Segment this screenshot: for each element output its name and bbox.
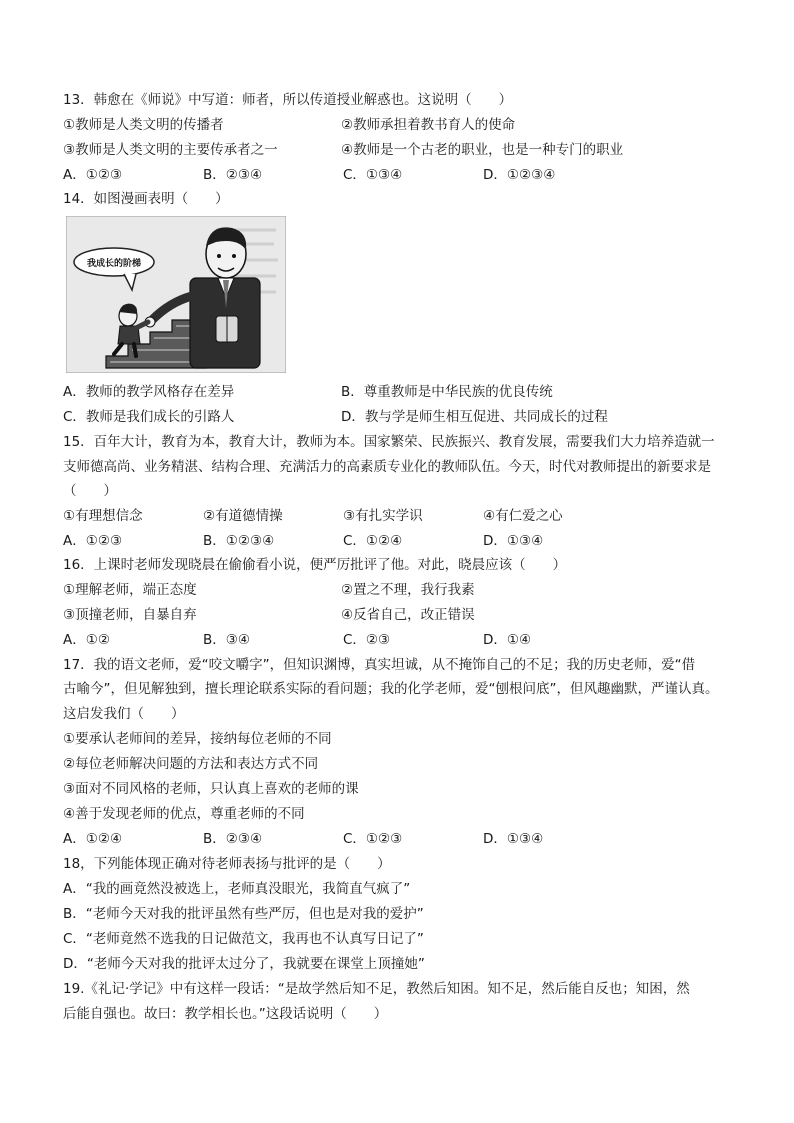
q16-item-2: ②置之不理，我行我素 — [341, 582, 475, 598]
q13-item-1: ①教师是人类文明的传播者 — [63, 117, 224, 133]
q16-stem: 16．上课时老师发现晓晨在偷偷看小说，便严厉批评了他。对此，晓晨应该（ ） — [63, 557, 567, 573]
q17-item-2: ②每位老师解决问题的方法和表达方式不同 — [63, 756, 319, 772]
q17-option-c: C．①②③ — [343, 831, 403, 847]
q13-option-b: B．②③④ — [203, 167, 263, 183]
q19-stem-line-2: 后能自强也。故曰：教学相长也。”这段话说明（ ） — [63, 1006, 388, 1022]
q15-stem-line-3: （ ） — [63, 483, 117, 499]
q15-item-3: ③有扎实学识 — [343, 508, 423, 524]
q13-item-3: ③教师是人类文明的主要传承者之一 — [63, 142, 278, 158]
q13-option-a: A．①②③ — [63, 167, 123, 183]
q17-stem-line-2: 古喻今”，但见解独到，擅长理论联系实际的看问题；我的化学老师，爱“刨根问底”，但风趣幽默，严谨认真。 — [63, 681, 719, 697]
q16-option-d: D．①④ — [483, 632, 532, 648]
q17-stem-line-1: 17．我的语文老师，爱“咬文嚼字”，但知识渊博，真实坦诚，从不掩饰自己的不足；我的历史老师，爱“借 — [63, 657, 696, 673]
q14-option-d: D．教与学是师生相互促进、共同成长的过程 — [341, 409, 608, 425]
q17-item-1: ①要承认老师间的差异，接纳每位老师的不同 — [63, 731, 332, 747]
q16-option-c: C．②③ — [343, 632, 391, 648]
q15-option-a: A．①②③ — [63, 533, 123, 549]
q14-option-c: C．教师是我们成长的引路人 — [63, 409, 235, 425]
q14-stem: 14．如图漫画表明（ ） — [63, 191, 229, 207]
q15-item-2: ②有道德情操 — [203, 508, 283, 524]
q17-option-b: B．②③④ — [203, 831, 263, 847]
q15-stem-line-2: 支师德高尚、业务精湛、结构合理、充满活力的高素质专业化的教师队伍。今天，时代对教师提出的新要求是 — [63, 459, 711, 475]
q17-item-4: ④善于发现老师的优点，尊重老师的不同 — [63, 806, 305, 822]
q16-item-4: ④反省自己，改正错误 — [341, 607, 475, 623]
q13-item-4: ④教师是一个古老的职业，也是一种专门的职业 — [341, 142, 624, 158]
q13-option-d: D．①②③④ — [483, 167, 556, 183]
q17-stem-line-3: 这启发我们（ ） — [63, 706, 185, 722]
q16-option-b: B．③④ — [203, 632, 250, 648]
q14-option-a: A．教师的教学风格存在差异 — [63, 384, 235, 400]
q15-option-c: C．①②④ — [343, 533, 403, 549]
q13-option-c: C．①③④ — [343, 167, 403, 183]
q15-stem-line-1: 15．百年大计，教育为本，教育大计，教师为本。国家繁荣、民族振兴、教育发展，需要我们大力培养造就一 — [63, 434, 715, 450]
q18-option-b: B．“老师今天对我的批评虽然有些严厉，但也是对我的爱护” — [63, 906, 424, 922]
speech-bubble-text: 我成长的阶梯 — [86, 259, 142, 269]
q18-option-d: D．“老师今天对我的批评太过分了，我就要在课堂上顶撞她” — [63, 956, 425, 972]
q16-item-1: ①理解老师，端正态度 — [63, 582, 197, 598]
q18-stem: 18，下列能体现正确对待老师表扬与批评的是（ ） — [63, 856, 391, 872]
teacher-ladder-cartoon — [66, 216, 286, 373]
q15-item-4: ④有仁爱之心 — [483, 508, 563, 524]
q16-option-a: A．①② — [63, 632, 110, 648]
q15-item-1: ①有理想信念 — [63, 508, 143, 524]
q18-option-a: A．“我的画竟然没被选上，老师真没眼光，我简直气疯了” — [63, 881, 411, 897]
q13-item-2: ②教师承担着教书育人的使命 — [341, 117, 516, 133]
q15-option-d: D．①③④ — [483, 533, 544, 549]
q17-option-a: A．①②④ — [63, 831, 123, 847]
q17-item-3: ③面对不同风格的老师，只认真上喜欢的老师的课 — [63, 781, 359, 797]
q18-option-c: C．“老师竟然不选我的日记做范文，我再也不认真写日记了” — [63, 931, 424, 947]
q13-stem: 13．韩愈在《师说》中写道：师者，所以传道授业解惑也。这说明（ ） — [63, 92, 513, 108]
q19-stem-line-1: 19.《礼记·学记》中有这样一段话：“是故学然后知不足，教然后知困。知不足，然后能自反也；知困，然 — [63, 981, 690, 997]
q17-option-d: D．①③④ — [483, 831, 544, 847]
q14-option-b: B．尊重教师是中华民族的优良传统 — [341, 384, 553, 400]
q15-option-b: B．①②③④ — [203, 533, 275, 549]
q16-item-3: ③顶撞老师，自暴自弃 — [63, 607, 197, 623]
